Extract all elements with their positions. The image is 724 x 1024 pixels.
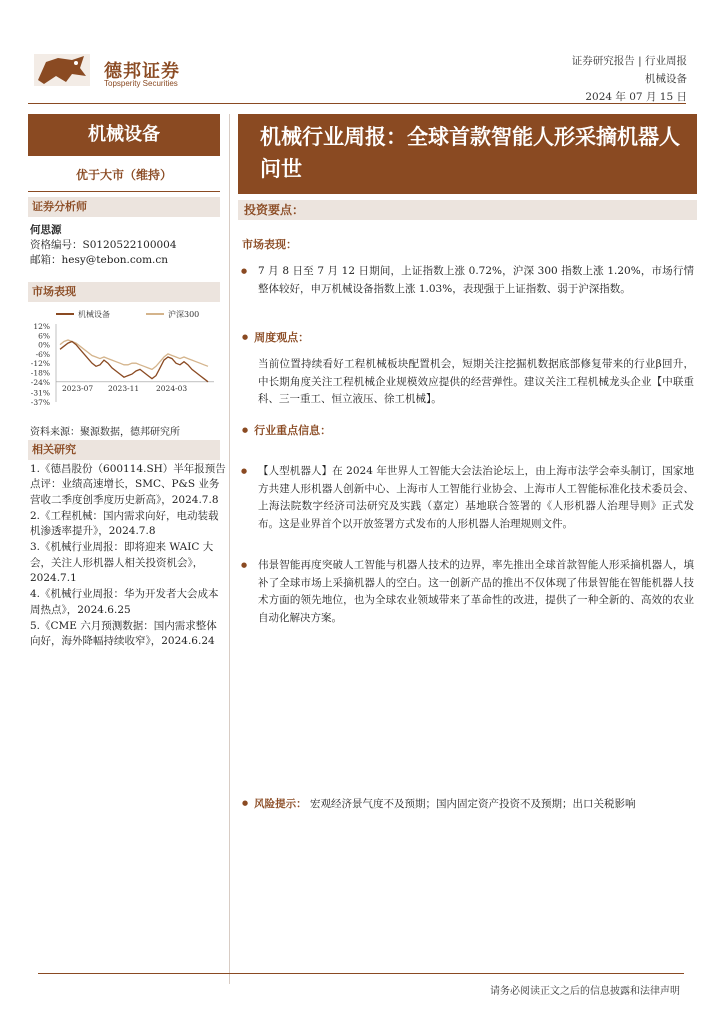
risk-label: ● 风险提示：	[242, 798, 307, 810]
section-industry-title: ● 行业重点信息：	[242, 422, 331, 438]
section-market-text: ● 7 月 8 日至 7 月 12 日期间，上证指数上涨 0.72%，沪深 300 指数上涨 1.20%，市场行情整体较好，申万机械设备指数上涨 1.03%，表现强于上证指数、弱于沪深指数。	[258, 263, 694, 298]
header-info	[572, 52, 687, 106]
analyst-section-title: 证券分析师	[28, 197, 220, 217]
analyst-info	[30, 223, 177, 268]
report-type: 证券研究报告 | 行业周报	[571, 55, 687, 67]
series-line-沪深300	[60, 340, 208, 369]
analyst-email: 邮箱：hesy@tebon.com.cn	[30, 254, 169, 266]
footer-divider	[38, 973, 684, 974]
related-report-5[interactable]: 5.《CME 六月预测数据：国内需求整体向好，海外降幅持续收窄》，2024.6.24	[30, 619, 217, 648]
industry-news-1: ● 【人型机器人】在 2024 年世界人工智能大会法治论坛上，由上海市法学会牵头制订，国家地方共建人形机器人创新中心、上海市人工智能行业协会、上海市人工智能标准化技术委员会、上海法院数字经济司法研究及实践（嘉定）基地联合签署的《人形机器人治理导则》正式发布。这是业界首个以开放签署方式发布的人形机器人治理规则文件。	[258, 463, 694, 533]
x-tick-label: 2023-07	[62, 383, 94, 393]
x-tick-label: 2023-11	[108, 383, 140, 393]
y-tick-label: -18%	[30, 368, 50, 378]
company-logo	[32, 50, 262, 90]
related-report-3[interactable]: 3.《机械行业周报：即将迎来 WAIC 大会，关注人形机器人相关投资机会》，2024.7.1	[30, 541, 214, 585]
related-report-2[interactable]: 2.《工程机械：国内需求向好，电动装载机渗透率提升》，2024.7.8	[30, 509, 219, 538]
y-tick-label: -24%	[30, 377, 50, 387]
x-tick-label: 2024-03	[156, 383, 188, 393]
column-divider	[229, 114, 230, 984]
analyst-name: 何思源	[30, 224, 62, 236]
points-title: 投资要点：	[238, 200, 697, 220]
risk-text: 宏观经济景气度不及预期；国内固定资产投资不及预期；出口关税影响	[309, 798, 636, 810]
section-weekly-title: ● 周度观点：	[242, 329, 309, 345]
y-tick-label: -12%	[30, 359, 50, 369]
related-report-1[interactable]: 1.《德昌股份（600114.SH）半年报预告点评：业绩高速增长，SMC、P&S 业务营收二季度创季度历史新高》，2024.7.8	[30, 463, 226, 506]
legend-label-2: 沪深300	[168, 310, 200, 319]
related-section-title: 相关研究	[28, 440, 220, 460]
y-tick-label: -37%	[30, 398, 50, 407]
related-reports	[30, 462, 226, 651]
related-report-4[interactable]: 4.《机械行业周报：华为开发者大会成本周热点》，2024.6.25	[30, 588, 219, 616]
y-tick-label: 12%	[33, 322, 50, 331]
legend-label-1: 机械设备	[78, 310, 110, 319]
y-tick-label: -31%	[30, 388, 50, 398]
y-tick-label: 0%	[38, 340, 50, 350]
logo-en: Topsperity Securities	[104, 79, 178, 88]
logo-cn: 德邦证券	[104, 61, 180, 81]
market-chart	[28, 304, 220, 414]
analyst-cert: 资格编号：S0120522100004	[30, 239, 177, 251]
header-sector: 机械设备	[645, 73, 687, 85]
header-divider	[28, 103, 686, 104]
industry-news-2: ● 伟景智能再度突破人工智能与机器人技术的边界，率先推出全球首款智能人形采摘机器人，填补了全球市场上采摘机器人的空白。这一创新产品的推出不仅体现了伟景智能在智能机器人技术方面的领先地位，也为全球农业领域带来了革命性的改进，提供了一种全新的、高效的农业自动化解决方案。	[258, 557, 694, 627]
y-tick-label: 6%	[38, 331, 50, 341]
section-market-title: 市场表现：	[242, 238, 297, 251]
footer-disclaimer[interactable]: 请务必阅读正文之后的信息披露和法律声明	[490, 986, 680, 997]
section-weekly-text: 当前位置持续看好工程机械板块配置机会，短期关注挖掘机数据底部修复带来的行业β回升，中长期角度关注工程机械企业规模效应提供的经营弹性。建议关注工程机械龙头企业【中联重科、三一重工、恒立液压、徐工机械】。	[258, 358, 694, 405]
market-section-title: 市场表现	[28, 282, 220, 302]
report-date: 2024 年 07 月 15 日	[585, 91, 687, 103]
risk-warning	[242, 794, 697, 813]
y-tick-label: -6%	[35, 349, 50, 359]
tiger-logo-icon	[32, 50, 94, 90]
rating-divider	[28, 191, 220, 192]
rating: 优于大市（维持）	[75, 168, 172, 182]
sector-label: 机械设备	[28, 114, 220, 156]
report-title: 机械行业周报：全球首款智能人形采摘机器人问世	[238, 114, 697, 194]
chart-source: 资料来源：聚源数据，德邦研究所	[30, 427, 180, 438]
